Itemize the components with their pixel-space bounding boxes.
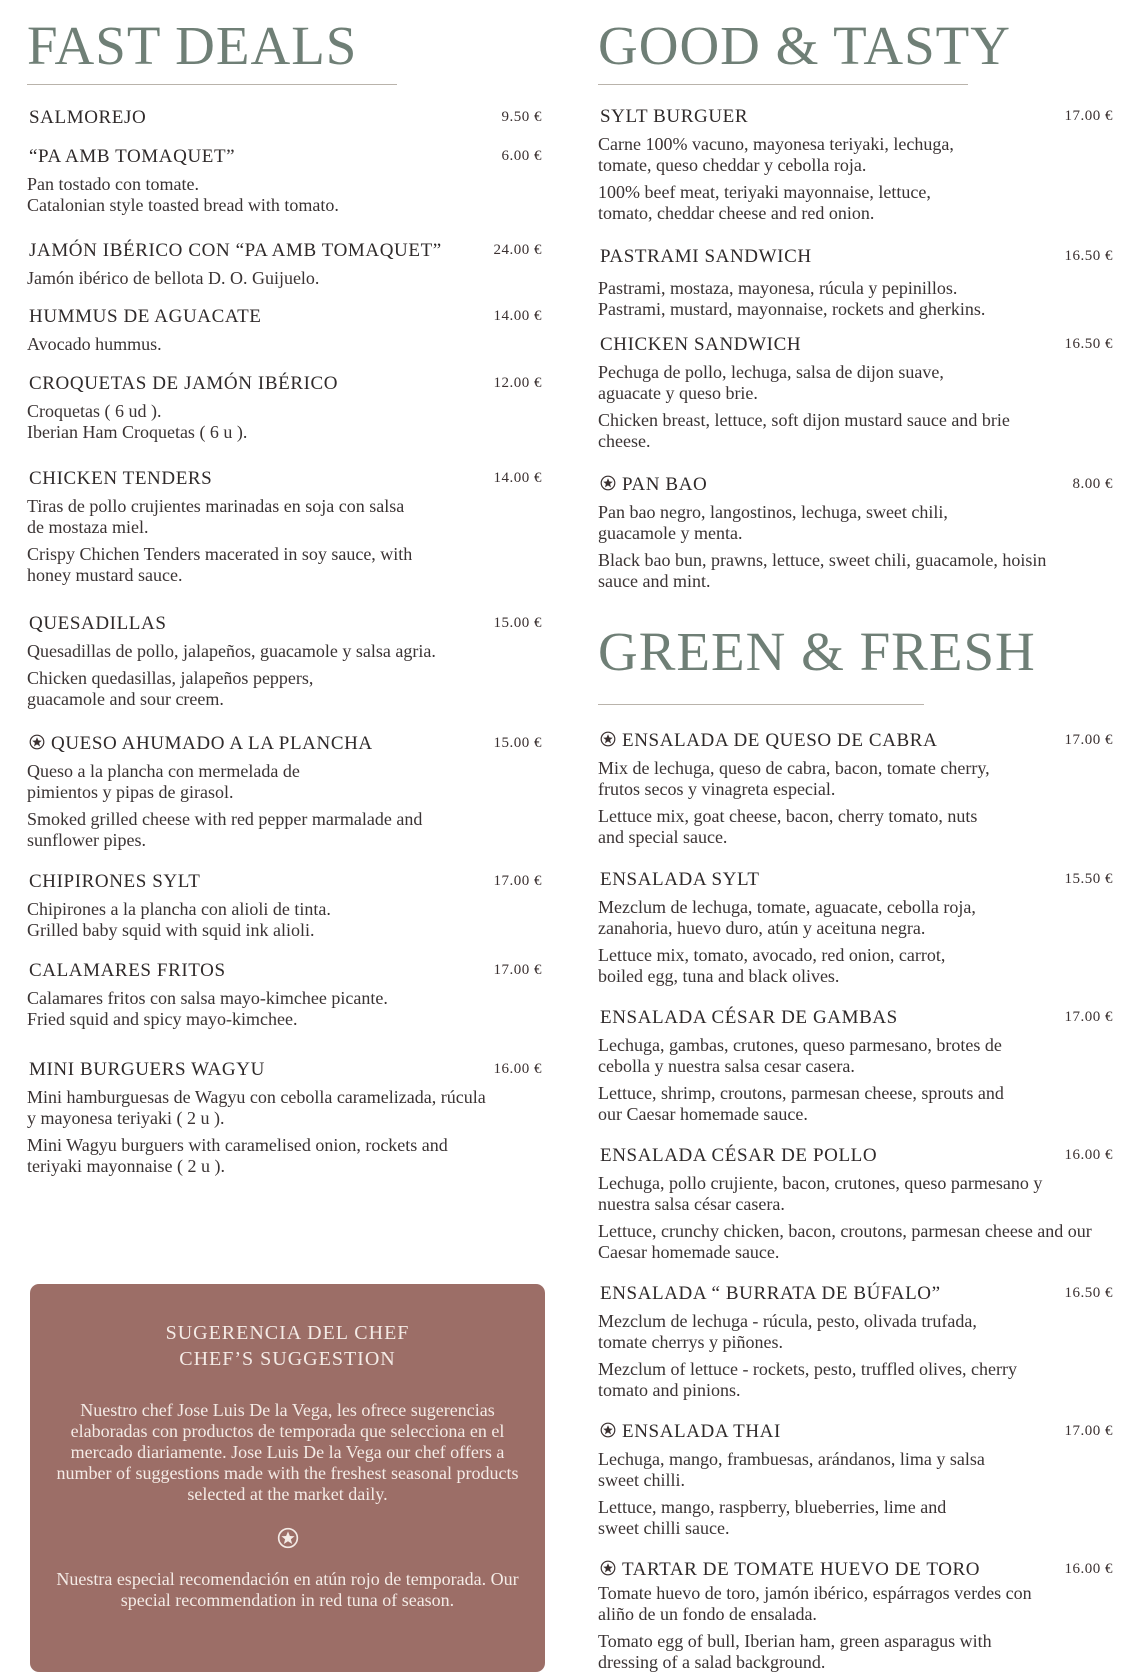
menu-item (27, 468, 542, 586)
item-name: QUESO AHUMADO A LA PLANCHA (29, 733, 373, 755)
item-name: “PA AMB TOMAQUET” (29, 146, 236, 167)
item-price: 17.00 € (493, 962, 542, 978)
item-name: QUESADILLAS (29, 613, 167, 634)
item-description: Carne 100% vacuno, mayonesa teriyaki, lechuga, tomate, queso cheddar y cebolla roja. (598, 134, 954, 175)
item-description: Mini hamburguesas de Wagyu con cebolla caramelizada, rúcula y mayonesa teriyaki ( 2 u ). (27, 1087, 486, 1128)
item-name: ENSALADA “ BURRATA DE BÚFALO” (600, 1283, 941, 1304)
item-name: TARTAR DE TOMATE HUEVO DE TORO (600, 1559, 980, 1581)
item-description-en: Mini Wagyu burguers with caramelised onion, rockets and teriyaki mayonnaise ( 2 u ). (27, 1135, 448, 1176)
item-name: JAMÓN IBÉRICO CON “PA AMB TOMAQUET” (29, 240, 442, 261)
section-title-green-fresh: GREEN & FRESH (598, 621, 1036, 682)
star-icon (29, 734, 45, 750)
item-name: CHICKEN TENDERS (29, 468, 213, 489)
item-description: Lechuga, pollo crujiente, bacon, crutones, queso parmesano y nuestra salsa césar casera. (598, 1173, 1043, 1214)
menu-item (598, 334, 1113, 452)
item-price: 15.00 € (493, 615, 542, 631)
menu-item (598, 246, 1113, 320)
item-name: ENSALADA DE QUESO DE CABRA (600, 730, 937, 752)
menu-item (27, 1059, 542, 1177)
section-divider (27, 84, 397, 85)
item-price: 16.50 € (1064, 1285, 1113, 1301)
item-description: Quesadillas de pollo, jalapeños, guacamole y salsa agria. (27, 641, 436, 661)
menu-item (598, 1007, 1113, 1125)
item-description-en: Lettuce, mango, raspberry, blueberries, lime and sweet chilli sauce. (598, 1497, 947, 1538)
item-price: 17.00 € (1064, 732, 1113, 748)
chef-title: SUGERENCIA DEL CHEF CHEF’S SUGGESTION (165, 1322, 410, 1370)
menu-item (27, 613, 542, 710)
item-price: 16.50 € (1064, 336, 1113, 352)
item-description: Jamón ibérico de bellota D. O. Guijuelo. (27, 268, 320, 288)
section-title-fast-deals: FAST DEALS (27, 15, 358, 76)
item-description-en: Lettuce mix, tomato, avocado, red onion, carrot, boiled egg, tuna and black olives. (598, 945, 946, 986)
menu-item (27, 871, 542, 941)
item-name: ENSALADA CÉSAR DE POLLO (600, 1145, 878, 1166)
menu-item (598, 1421, 1113, 1539)
star-icon (600, 731, 616, 747)
item-description: Pan bao negro, langostinos, lechuga, sweet chili, guacamole y menta. (598, 502, 948, 543)
item-description-en: Lettuce mix, goat cheese, bacon, cherry tomato, nuts and special sauce. (598, 806, 978, 847)
item-name: CALAMARES FRITOS (29, 960, 226, 981)
item-description: Lechuga, gambas, crutones, queso parmesano, brotes de cebolla y nuestra salsa cesar casera. (598, 1035, 1002, 1076)
menu-item (598, 869, 1113, 987)
chef-suggestion-box (30, 1284, 545, 1672)
menu-item (598, 730, 1113, 848)
item-description-en: Chicken breast, lettuce, soft dijon mustard sauce and brie cheese. (598, 410, 1010, 451)
section-title-good-tasty: GOOD & TASTY (598, 15, 1011, 76)
item-description: Tomate huevo de toro, jamón ibérico, espárragos verdes con aliño de un fondo de ensalada. (598, 1583, 1032, 1624)
item-price: 17.00 € (493, 873, 542, 889)
item-description: Croquetas ( 6 ud ). Iberian Ham Croquetas ( 6 u ). (27, 401, 248, 442)
item-price: 14.00 € (493, 470, 542, 486)
chef-note: Nuestra especial recomendación en atún rojo de temporada. Our special recommendation in red tuna of season. (56, 1569, 519, 1610)
item-description: Pan tostado con tomate. Catalonian style toasted bread with tomato. (27, 174, 339, 215)
item-name: ENSALADA SYLT (600, 869, 760, 890)
item-name: HUMMUS DE AGUACATE (29, 306, 262, 327)
menu-item (598, 1559, 1113, 1673)
item-price: 16.00 € (1064, 1147, 1113, 1163)
item-price: 14.00 € (493, 308, 542, 324)
item-price: 17.00 € (1064, 108, 1113, 124)
item-description: Mix de lechuga, queso de cabra, bacon, tomate cherry, frutos secos y vinagreta especial. (598, 758, 990, 799)
item-description: Mezclum de lechuga, tomate, aguacate, cebolla roja, zanahoria, huevo duro, atún y aceituna negra. (598, 897, 976, 938)
item-price: 6.00 € (501, 148, 542, 164)
item-price: 8.00 € (1072, 476, 1113, 492)
item-description-en: 100% beef meat, teriyaki mayonnaise, lettuce, tomato, cheddar cheese and red onion. (598, 182, 931, 223)
item-description: Queso a la plancha con mermelada de pimientos y pipas de girasol. (27, 761, 300, 802)
item-description-en: Lettuce, crunchy chicken, bacon, croutons, parmesan cheese and our Caesar homemade sauce. (598, 1221, 1092, 1262)
star-icon (600, 475, 616, 491)
item-name: PAN BAO (600, 474, 707, 496)
item-name: CHICKEN SANDWICH (600, 334, 802, 355)
item-description: Lechuga, mango, frambuesas, arándanos, lima y salsa sweet chilli. (598, 1449, 985, 1490)
item-name: PASTRAMI SANDWICH (600, 246, 812, 267)
item-price: 12.00 € (493, 375, 542, 391)
item-description-en: Crispy Chichen Tenders macerated in soy sauce, with honey mustard sauce. (27, 544, 413, 585)
item-price: 17.00 € (1064, 1009, 1113, 1025)
item-price: 15.00 € (493, 735, 542, 751)
item-description: Avocado hummus. (27, 334, 162, 354)
item-name: ENSALADA CÉSAR DE GAMBAS (600, 1007, 898, 1028)
item-name: ENSALADA THAI (600, 1421, 781, 1443)
star-icon (600, 1560, 616, 1576)
menu-item (598, 1145, 1113, 1263)
chef-text: Nuestro chef Jose Luis De la Vega, les ofrece sugerencias elaboradas con productos de temporada que selecciona en el mercado diariamente. Jose Luis De la Vega our chef offers a number of suggestions made with the freshest seasonal products selected at the market daily. (56, 1400, 519, 1504)
item-description: Tiras de pollo crujientes marinadas en soja con salsa de mostaza miel. (27, 496, 405, 537)
item-description-en: Lettuce, shrimp, croutons, parmesan cheese, sprouts and our Caesar homemade sauce. (598, 1083, 1004, 1124)
item-description-en: Smoked grilled cheese with red pepper marmalade and sunflower pipes. (27, 809, 423, 850)
item-description-en: Tomato egg of bull, Iberian ham, green asparagus with dressing of a salad background. (598, 1631, 992, 1672)
item-price: 15.50 € (1064, 871, 1113, 887)
item-description: Pastrami, mostaza, mayonesa, rúcula y pepinillos. Pastrami, mustard, mayonnaise, rockets and gherkins. (598, 278, 986, 319)
item-price: 17.00 € (1064, 1423, 1113, 1439)
item-name: SALMOREJO (29, 107, 147, 128)
item-name: MINI BURGUERS WAGYU (29, 1059, 265, 1080)
menu-item (27, 107, 542, 131)
star-icon (600, 1422, 616, 1438)
item-description: Calamares fritos con salsa mayo-kimchee picante. Fried squid and spicy mayo-kimchee. (27, 988, 388, 1029)
item-description-en: Chicken quedasillas, jalapeños peppers, guacamole and sour creem. (27, 668, 314, 709)
item-name: CROQUETAS DE JAMÓN IBÉRICO (29, 373, 339, 394)
item-description: Mezclum de lechuga - rúcula, pesto, olivada trufada, tomate cherrys y piñones. (598, 1311, 977, 1352)
menu-item (27, 306, 542, 355)
item-price: 9.50 € (501, 109, 542, 125)
item-price: 16.50 € (1064, 248, 1113, 264)
item-description: Chipirones a la plancha con alioli de tinta. Grilled baby squid with squid ink alioli. (27, 899, 331, 940)
menu-item (27, 373, 542, 443)
section-divider (598, 84, 968, 85)
item-name: SYLT BURGUER (600, 106, 749, 127)
menu-item (598, 106, 1113, 224)
item-description-en: Mezclum of lettuce - rockets, pesto, truffled olives, cherry tomato and pinions. (598, 1359, 1018, 1400)
item-description-en: Black bao bun, prawns, lettuce, sweet chili, guacamole, hoisin sauce and mint. (598, 550, 1047, 591)
item-name: CHIPIRONES SYLT (29, 871, 201, 892)
item-price: 16.00 € (493, 1061, 542, 1077)
menu-item (27, 146, 542, 216)
section-divider (598, 704, 924, 705)
menu-item (27, 733, 542, 851)
menu-item (27, 960, 542, 1030)
item-description: Pechuga de pollo, lechuga, salsa de dijon suave, aguacate y queso brie. (598, 362, 944, 403)
menu-item (598, 474, 1113, 592)
star-icon (277, 1527, 299, 1549)
item-price: 16.00 € (1064, 1561, 1113, 1577)
menu-item (27, 240, 542, 289)
item-price: 24.00 € (493, 242, 542, 258)
menu-item (598, 1283, 1113, 1401)
